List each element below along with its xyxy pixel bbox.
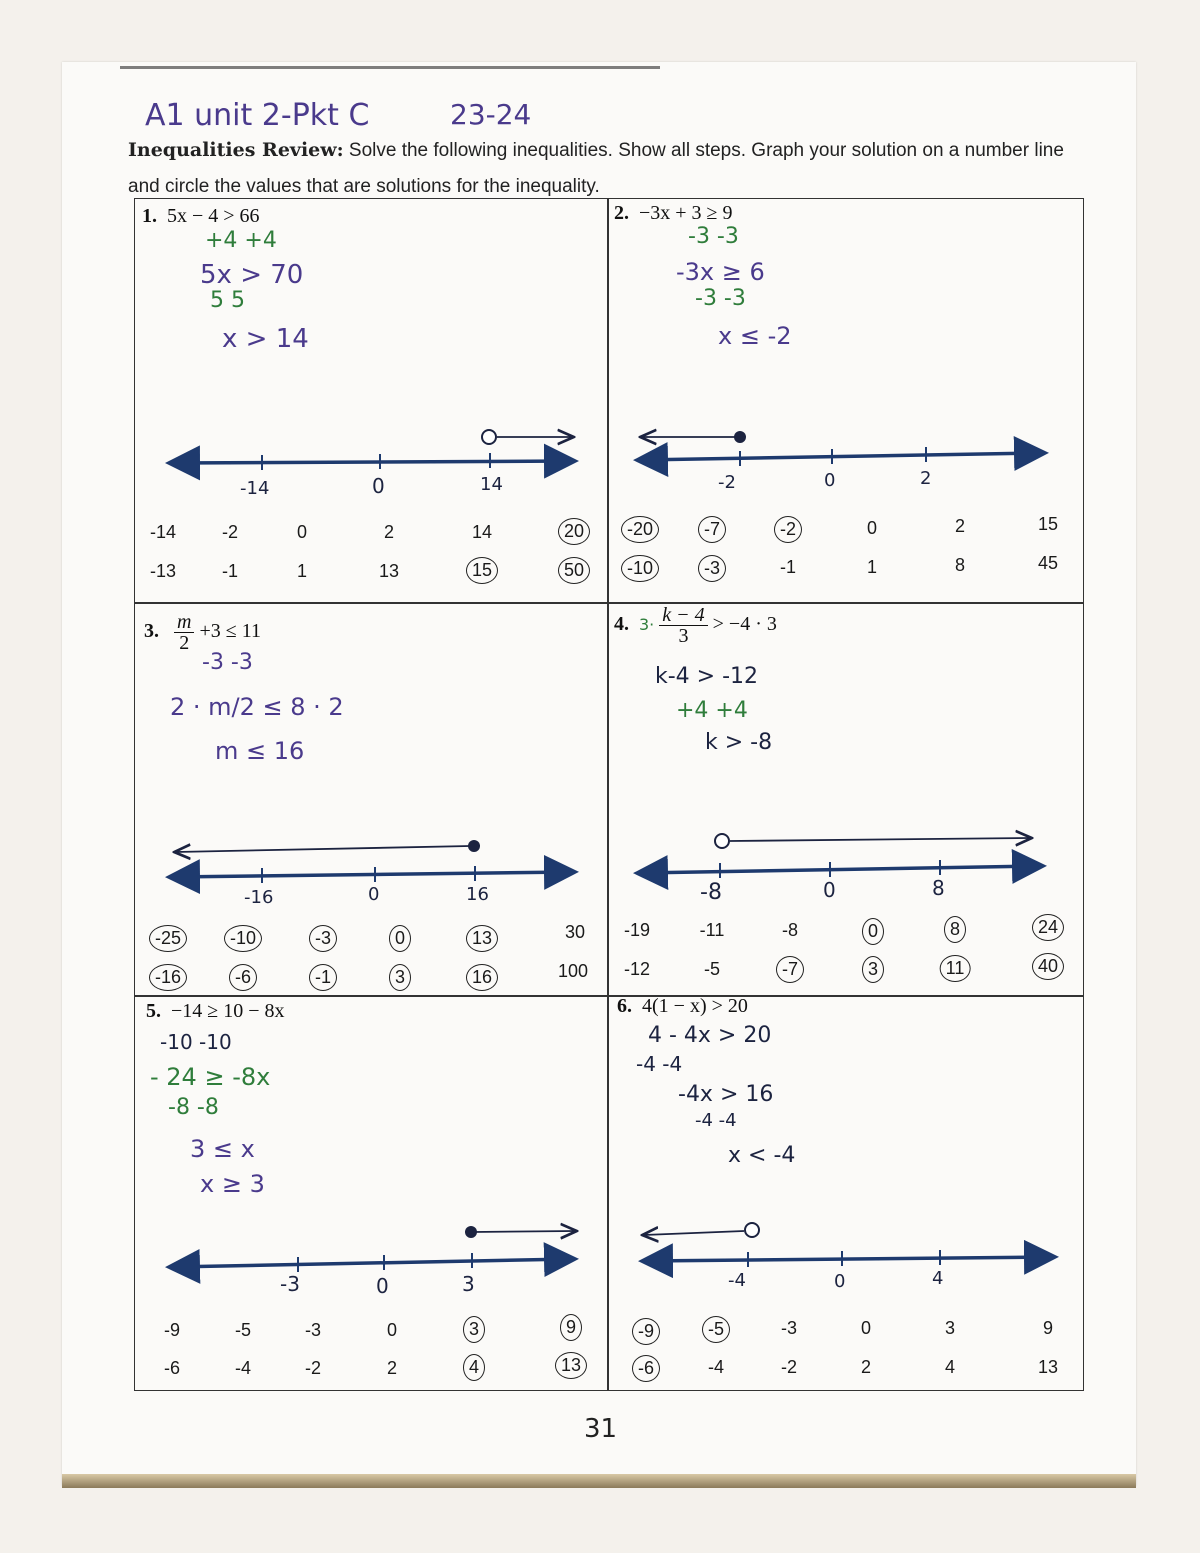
work-1-step-4: x > 14	[222, 324, 309, 354]
work-6-step-4: -4 -4	[695, 1110, 737, 1131]
work-6-step-3: -4x > 16	[678, 1082, 774, 1107]
value-circled: -7	[776, 956, 804, 983]
value: 1	[866, 557, 878, 577]
value: 9	[1042, 1318, 1054, 1338]
work-2-step-1: -3 -3	[688, 224, 739, 249]
value-circled: 0	[389, 925, 411, 952]
work-1-step-2: 5x > 70	[200, 260, 304, 290]
work-5-step-5: x ≥ 3	[200, 1170, 265, 1198]
problem-4: 4. 3· $\frac{k - 4}{3}$ > −4 · 3	[614, 604, 777, 647]
value: 8	[954, 555, 966, 575]
page-number: 31	[584, 1414, 618, 1444]
tick-label: -3	[280, 1272, 300, 1296]
problem-6: 6. 4(1 − x) > 20	[617, 995, 748, 1017]
work-2-step-2: -3x ≥ 6	[676, 258, 765, 286]
value-circled: -3	[309, 925, 337, 952]
value: -3	[304, 1320, 322, 1340]
value-circled: 9	[560, 1314, 582, 1341]
scan-edge-top	[120, 66, 660, 69]
value: 3	[944, 1318, 956, 1338]
value: 15	[1037, 514, 1059, 534]
work-3-step-3: m ≤ 16	[215, 737, 305, 765]
value-circled: 0	[862, 918, 884, 945]
work-2-step-4: x ≤ -2	[718, 322, 792, 350]
tick-label: -8	[700, 880, 722, 905]
value: -2	[221, 522, 239, 542]
value-circled: 4	[463, 1354, 485, 1381]
value-circled: -7	[698, 516, 726, 543]
work-3-step-1: -3 -3	[202, 650, 253, 675]
work-2-step-3: -3 -3	[695, 286, 746, 311]
value: -2	[304, 1358, 322, 1378]
handwritten-title: A1 unit 2-Pkt C	[145, 98, 370, 133]
value: -4	[707, 1357, 725, 1377]
value: 0	[296, 522, 308, 542]
problem-2: 2. −3x + 3 ≥ 9	[614, 202, 733, 224]
value: -9	[163, 1320, 181, 1340]
problem-1: 1. 5x − 4 > 66	[142, 205, 260, 227]
problem-3: 3. $\frac{m}{2}$ +3 ≤ 11	[144, 611, 261, 654]
tick-label: -14	[240, 478, 270, 499]
value-circled: -20	[621, 516, 659, 543]
value-circled: -16	[149, 964, 187, 991]
work-1-step-1: +4 +4	[205, 228, 277, 253]
value: -5	[703, 959, 721, 979]
value-circled: 13	[466, 925, 498, 952]
work-4-step-1: k-4 > -12	[655, 664, 759, 689]
value: 0	[860, 1318, 872, 1338]
tick-label: 0	[368, 884, 380, 905]
tick-label: 0	[372, 474, 385, 498]
value: 14	[471, 522, 493, 542]
tick-label: 3	[462, 1272, 475, 1296]
work-4-step-2: +4 +4	[676, 698, 748, 723]
tick-label: -16	[244, 887, 274, 908]
problem-5: 5. −14 ≥ 10 − 8x	[146, 1000, 285, 1022]
value: 2	[386, 1358, 398, 1378]
value: -4	[234, 1358, 252, 1378]
value: -6	[163, 1358, 181, 1378]
tick-label: 16	[466, 884, 489, 905]
value: -3	[780, 1318, 798, 1338]
work-6-step-2: -4 -4	[636, 1052, 683, 1076]
grid-divider-row1	[134, 602, 1084, 604]
value-circled: 15	[466, 557, 498, 584]
value: 30	[564, 922, 586, 942]
instructions-text: Solve the following inequalities. Show all steps. Graph your solution on a number line and circle the values that are solutions for the inequality.	[128, 140, 1064, 197]
value: -11	[699, 920, 725, 940]
value-circled: -6	[632, 1355, 660, 1382]
instructions	[128, 132, 1078, 205]
tick-label: 14	[480, 474, 503, 495]
value-circled: 8	[944, 916, 966, 943]
work-3-step-2: 2 · m/2 ≤ 8 · 2	[170, 693, 344, 721]
value: 2	[383, 522, 395, 542]
instructions-heading: Inequalities Review:	[128, 139, 344, 161]
value-circled: 50	[558, 557, 590, 584]
work-4-step-3: k > -8	[705, 730, 773, 755]
tick-label: -2	[718, 472, 736, 493]
value: -14	[149, 522, 177, 542]
value-circled: 24	[1032, 914, 1064, 941]
value: 4	[944, 1357, 956, 1377]
work-6-step-1: 4 - 4x > 20	[648, 1023, 772, 1048]
value-circled: 20	[558, 518, 590, 545]
value-circled: 3	[389, 964, 411, 991]
value: -2	[780, 1357, 798, 1377]
value-circled: -10	[224, 925, 262, 952]
value-circled: 3	[463, 1316, 485, 1343]
value: 2	[954, 516, 966, 536]
value-circled: 13	[555, 1352, 587, 1379]
work-5-step-2: - 24 ≥ -8x	[150, 1063, 271, 1091]
value: -12	[623, 959, 651, 979]
value: 13	[1037, 1357, 1059, 1377]
work-5-step-3: -8 -8	[168, 1095, 219, 1120]
value-circled: -6	[229, 964, 257, 991]
value-circled: -9	[632, 1318, 660, 1345]
value: -13	[149, 561, 177, 581]
value: 2	[860, 1357, 872, 1377]
tick-label: 2	[920, 468, 932, 489]
value-circled: 3	[862, 956, 884, 983]
value-circled: -3	[698, 555, 726, 582]
value-circled: 11	[940, 955, 971, 982]
value: 1	[296, 561, 308, 581]
value: 0	[386, 1320, 398, 1340]
value: -1	[221, 561, 239, 581]
handwritten-year: 23-24	[450, 98, 532, 131]
tick-label: 0	[834, 1271, 846, 1292]
value: 100	[557, 961, 589, 981]
grid-divider-row2	[134, 995, 1084, 997]
value-circled: -25	[149, 925, 187, 952]
value-circled: -10	[621, 555, 659, 582]
work-1-step-3: 5 5	[210, 288, 245, 313]
value: -5	[234, 1320, 252, 1340]
value: 45	[1037, 553, 1059, 573]
tick-label: 4	[932, 1268, 944, 1289]
tick-label: 0	[824, 470, 836, 491]
scan-edge-bottom	[62, 1474, 1136, 1488]
value: -1	[779, 557, 797, 577]
value: 0	[866, 518, 878, 538]
value: 13	[378, 561, 400, 581]
value: -8	[781, 920, 799, 940]
value: -19	[623, 920, 651, 940]
tick-label: 8	[932, 876, 945, 900]
value-circled: -2	[774, 516, 802, 543]
value-circled: -5	[702, 1316, 730, 1343]
work-6-step-5: x < -4	[728, 1143, 796, 1168]
work-5-step-4: 3 ≤ x	[190, 1135, 255, 1163]
tick-label: 0	[823, 878, 836, 902]
value-circled: -1	[309, 964, 337, 991]
tick-label: -4	[728, 1270, 746, 1291]
work-5-step-1: -10 -10	[160, 1030, 232, 1054]
problem-grid	[134, 198, 1084, 1391]
tick-label: 0	[376, 1274, 389, 1298]
grid-divider-vertical	[607, 198, 609, 1391]
value-circled: 40	[1032, 953, 1064, 980]
value-circled: 16	[466, 964, 498, 991]
